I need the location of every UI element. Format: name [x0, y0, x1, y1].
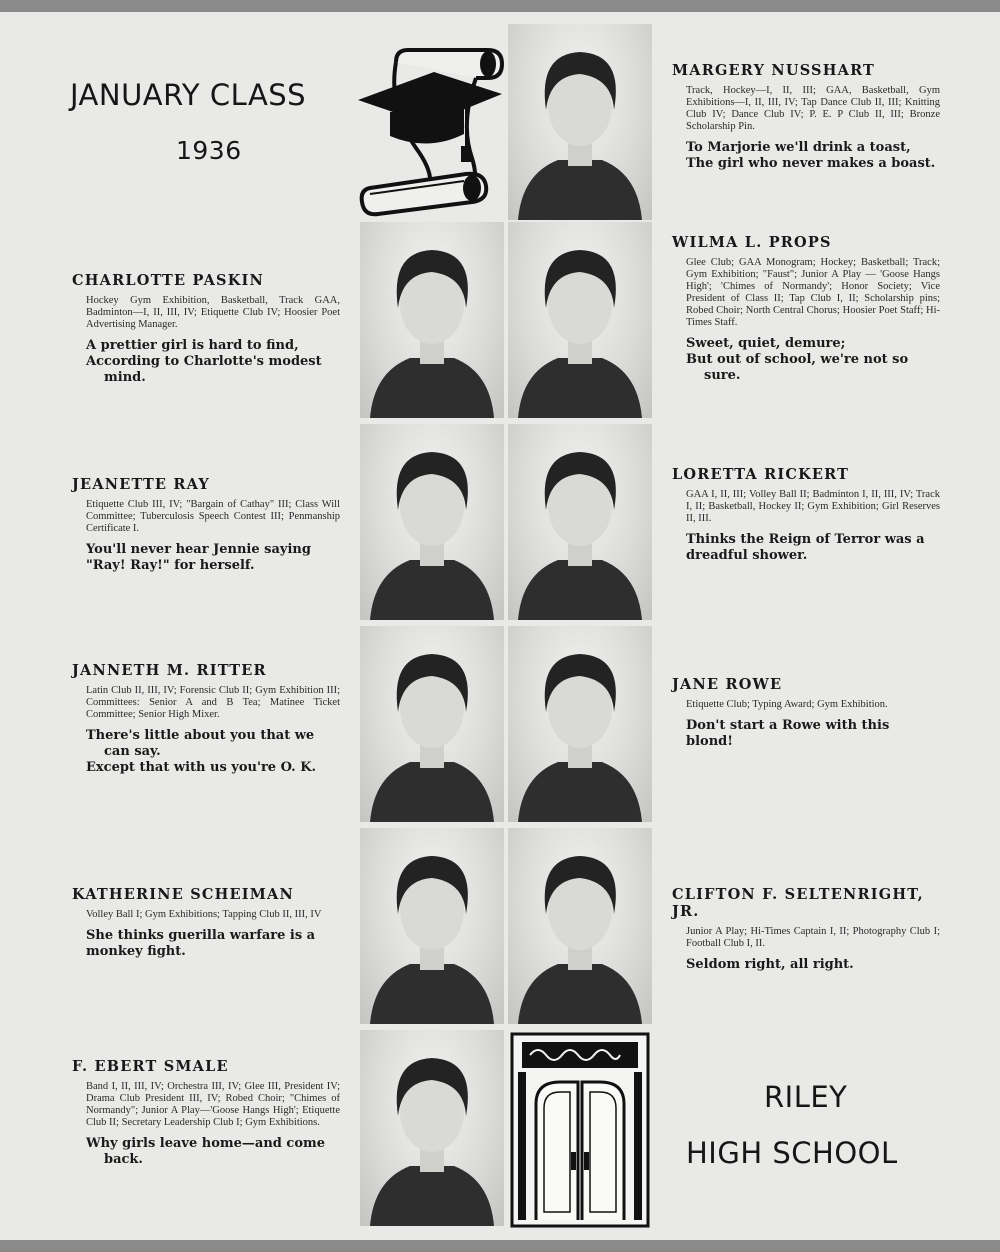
student-name: JANE ROWE	[672, 676, 783, 693]
student-verse	[72, 338, 340, 386]
student-verse	[672, 532, 940, 564]
student-verse	[672, 336, 940, 384]
student-activities: Etiquette Club; Typing Award; Gym Exhibition.	[686, 699, 888, 710]
portrait-shoulders	[370, 762, 494, 822]
student-entry-rowe	[672, 676, 940, 750]
student-activities: Etiquette Club III, IV; "Bargain of Cathay" III; Class Will Committee; Tuberculosis Speech Contest III; Penmanship Certificate I.	[86, 499, 340, 534]
page-title: JANUARY CLASS	[70, 78, 307, 112]
portrait-jeanette-ray	[360, 424, 504, 620]
verse-line: can say.	[104, 744, 161, 759]
student-activities: Glee Club; GAA Monogram; Hockey; Basketball; Track; Gym Exhibition; "Faust"; Junior A Play — 'Goose Hangs High'; 'Chimes of Normandy'; Honor Society; Vice President of Class II; Tap Club I, II; Scholarship pins; Robed Choir; North Central Chorus; Hoosier Poet Staff; Hi-Times Staff.	[686, 257, 940, 328]
portrait-shoulders	[518, 964, 642, 1024]
portrait-margery-nusshart	[508, 24, 652, 220]
portrait-charlotte-paskin	[360, 222, 504, 418]
student-name: MARGERY NUSSHART	[672, 62, 876, 79]
student-verse	[72, 728, 340, 776]
student-entry-paskin	[72, 272, 340, 386]
verse-line: sure.	[704, 368, 741, 383]
verse-line: Seldom right, all right.	[686, 957, 854, 972]
verse-line: blond!	[686, 734, 733, 749]
student-verse	[72, 1136, 340, 1168]
portrait-silhouette	[508, 626, 652, 822]
student-entry-scheiman	[72, 886, 340, 960]
verse-line: back.	[104, 1152, 143, 1167]
class-year: 1936	[176, 136, 242, 165]
verse-line: dreadful shower.	[686, 548, 808, 563]
school-name-line1: RILEY	[764, 1080, 848, 1114]
portrait-silhouette	[360, 626, 504, 822]
student-verse	[72, 928, 340, 960]
portrait-loretta-rickert	[508, 424, 652, 620]
student-activities: Latin Club II, III, IV; Forensic Club II; Gym Exhibition III; Committees: Senior A and B Tea; Matinee Ticket Committee; Senior High Mixer.	[86, 685, 340, 720]
portrait-ebert-smale	[360, 1030, 504, 1226]
student-verse	[672, 718, 940, 750]
student-name: LORETTA RICKERT	[672, 466, 850, 483]
student-entry-nusshart	[672, 62, 940, 172]
school-double-door-icon	[508, 1032, 652, 1228]
portrait-silhouette	[508, 222, 652, 418]
verse-line: According to Charlotte's modest	[86, 354, 322, 369]
portrait-shoulders	[518, 160, 642, 220]
verse-line: You'll never hear Jennie saying	[86, 542, 311, 557]
verse-line: Why girls leave home—and come	[86, 1136, 326, 1151]
student-verse	[672, 140, 940, 172]
portrait-wilma-props	[508, 222, 652, 418]
student-entry-smale	[72, 1058, 340, 1168]
portrait-shoulders	[518, 560, 642, 620]
student-verse	[72, 542, 340, 574]
verse-line: Don't start a Rowe with this	[686, 718, 890, 733]
student-verse	[672, 957, 940, 973]
student-name: WILMA L. PROPS	[672, 234, 832, 251]
verse-line: She thinks guerilla warfare is a	[86, 928, 316, 943]
verse-line: mind.	[104, 370, 146, 385]
portrait-silhouette	[508, 24, 652, 220]
portrait-silhouette	[360, 1030, 504, 1226]
verse-line: The girl who never makes a boast.	[686, 156, 936, 171]
student-name: JANNETH M. RITTER	[72, 662, 267, 679]
school-name-line2: HIGH SCHOOL	[686, 1136, 898, 1170]
verse-line: There's little about you that we	[86, 728, 315, 743]
verse-line: Except that with us you're O. K.	[86, 760, 317, 775]
portrait-shoulders	[370, 560, 494, 620]
student-name: CHARLOTTE PASKIN	[72, 272, 264, 289]
verse-line: "Ray! Ray!" for herself.	[86, 558, 255, 573]
student-entry-rickert	[672, 466, 940, 564]
student-activities: Band I, II, III, IV; Orchestra III, IV; Glee III, President IV; Drama Club President III, IV; Robed Choir; "Chimes of Normandy"; Junior A Play—'Goose Hangs High'; Etiquette Club II; Secretary Leadership Club I; Gym Exhibitions.	[86, 1081, 340, 1128]
diploma-scroll-with-mortarboard-icon	[356, 38, 506, 218]
portrait-janneth-ritter	[360, 626, 504, 822]
portrait-silhouette	[360, 828, 504, 1024]
student-name: F. EBERT SMALE	[72, 1058, 229, 1075]
student-entry-seltenright	[672, 886, 940, 973]
student-entry-props	[672, 234, 940, 384]
student-name: KATHERINE SCHEIMAN	[72, 886, 294, 903]
portrait-clifton-seltenright	[508, 828, 652, 1024]
student-activities: Junior A Play; Hi-Times Captain I, II; Photography Club I; Football Club I, II.	[686, 926, 940, 949]
student-activities: Track, Hockey—I, II, III; GAA, Basketball, Gym Exhibitions—I, II, III, IV; Tap Dance Club II, III; Knitting Club IV; Dance Club IV; P. E. P Club II, III; Bronze Scholarship Pin.	[686, 85, 940, 132]
portrait-jane-rowe	[508, 626, 652, 822]
student-activities: Hockey Gym Exhibition, Basketball, Track GAA, Badminton—I, II, III, IV; Etiquette Club IV; Hoosier Poet Advertising Manager.	[86, 295, 340, 330]
portrait-silhouette	[508, 424, 652, 620]
yearbook-page	[0, 12, 1000, 1240]
verse-line: A prettier girl is hard to find,	[86, 338, 299, 353]
portrait-katherine-scheiman	[360, 828, 504, 1024]
verse-line: But out of school, we're not so	[686, 352, 909, 367]
student-entry-ritter	[72, 662, 340, 776]
student-activities: GAA I, II, III; Volley Ball II; Badminton I, II, III, IV; Track I, II; Basketball, Hockey II; Gym Exhibition; Girl Reserves II, III.	[686, 489, 940, 524]
student-name: CLIFTON F. SELTENRIGHT, JR.	[672, 886, 924, 920]
student-name: JEANETTE RAY	[72, 476, 210, 493]
portrait-shoulders	[370, 358, 494, 418]
portrait-shoulders	[518, 358, 642, 418]
verse-line: monkey fight.	[86, 944, 186, 959]
student-activities: Volley Ball I; Gym Exhibitions; Tapping Club II, III, IV	[86, 909, 322, 920]
verse-line: Thinks the Reign of Terror was a	[686, 532, 925, 547]
portrait-shoulders	[370, 964, 494, 1024]
verse-line: Sweet, quiet, demure;	[686, 336, 846, 351]
verse-line: To Marjorie we'll drink a toast,	[686, 140, 911, 155]
portrait-shoulders	[370, 1166, 494, 1226]
student-entry-ray	[72, 476, 340, 574]
portrait-shoulders	[518, 762, 642, 822]
portrait-silhouette	[360, 424, 504, 620]
portrait-silhouette	[360, 222, 504, 418]
portrait-silhouette	[508, 828, 652, 1024]
